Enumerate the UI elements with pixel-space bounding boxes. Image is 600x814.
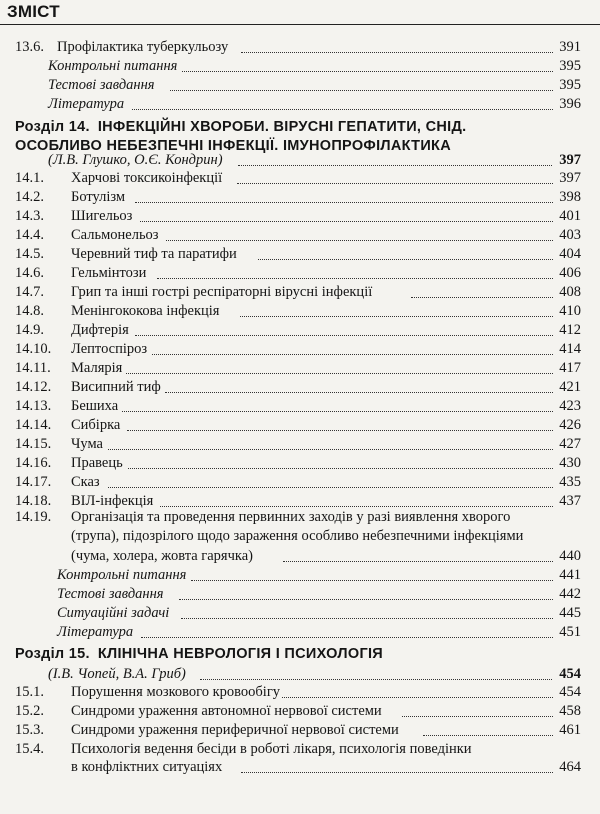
dot-leader <box>200 664 552 680</box>
toc-entry[interactable] <box>0 320 600 340</box>
toc-entry-title: Дифтерія <box>71 322 129 338</box>
dot-leader <box>152 339 553 355</box>
section-title-line: КЛІНІЧНА НЕВРОЛОГІЯ І ПСИХОЛОГІЯ <box>97 646 384 662</box>
toc-entry-title: Контрольні питання <box>57 567 187 583</box>
toc-entry-page: 395 <box>559 77 581 93</box>
section-authors-row[interactable] <box>0 150 600 170</box>
toc-entry-page: 441 <box>559 567 581 583</box>
toc-entry-title: Контрольні питання <box>48 58 178 74</box>
toc-entry[interactable] <box>0 453 600 473</box>
dot-leader <box>128 453 553 469</box>
toc-entry[interactable] <box>0 244 600 264</box>
section-authors-row[interactable] <box>0 664 600 684</box>
toc-entry-page: 423 <box>559 398 581 414</box>
toc-entry-page: 451 <box>559 624 581 640</box>
dot-leader <box>258 244 553 260</box>
toc-entry[interactable] <box>0 622 600 642</box>
toc-entry-title: Черевний тиф та паратифи <box>71 246 237 262</box>
toc-entry-title: Тестові завдання <box>48 77 155 93</box>
toc-entry-title: ВІЛ-інфекція <box>71 493 154 509</box>
toc-entry-page: 417 <box>559 360 581 376</box>
toc-entry-title: Сальмонельоз <box>71 227 159 243</box>
toc-entry[interactable] <box>0 377 600 397</box>
toc-entry-number: 15.4. <box>15 741 44 757</box>
toc-entry-page: 430 <box>559 455 581 471</box>
toc-entry-page: 401 <box>559 208 581 224</box>
dot-leader <box>181 603 553 619</box>
section-authors: (І.В. Чопей, В.А. Гриб) <box>48 666 186 682</box>
toc-entry-page: 414 <box>559 341 581 357</box>
toc-entry-page: 442 <box>559 586 581 602</box>
toc-entry-title: Гельмінтози <box>71 265 147 281</box>
dot-leader <box>423 720 553 736</box>
toc-entry-title: Грип та інші гострі респіраторні вірусні інфекції <box>71 284 373 300</box>
section-title-line: ІНФЕКЦІЙНІ ХВОРОБИ. ВІРУСНІ ГЕПАТИТИ, СНІД. <box>97 119 467 135</box>
toc-entry-number: 14.4. <box>15 227 44 243</box>
page-title: ЗМІСТ <box>7 2 60 21</box>
toc-entry-page: 454 <box>559 684 581 700</box>
toc-entry-number: 14.14. <box>15 417 52 433</box>
toc-entry-title: Сибірка <box>71 417 121 433</box>
section-title-line: ОСОБЛИВО НЕБЕЗПЕЧНІ ІНФЕКЦІЇ. ІМУНОПРОФІЛАКТИКА <box>15 138 451 154</box>
toc-entry-title: Правець <box>71 455 123 471</box>
toc-entry-page: 391 <box>559 39 581 55</box>
toc-entry-title-line: в конфліктних ситуаціях <box>71 759 223 775</box>
toc-entry[interactable] <box>0 56 600 76</box>
toc-entry-page: 437 <box>559 493 581 509</box>
toc-entry[interactable] <box>0 187 600 207</box>
toc-entry-page: 435 <box>559 474 581 490</box>
dot-leader <box>191 565 553 581</box>
toc-entry-title: Ситуаційні задачі <box>57 605 170 621</box>
toc-entry[interactable] <box>0 225 600 245</box>
toc-entry-title: Профілактика туберкульозу <box>57 39 229 55</box>
toc-entry-number: 14.16. <box>15 455 52 471</box>
dot-leader <box>166 225 553 241</box>
toc-entry-title: Чума <box>71 436 103 452</box>
toc-entry-page: 427 <box>559 436 581 452</box>
toc-entry-number: 14.8. <box>15 303 44 319</box>
toc-entry-title: Бешиха <box>71 398 119 414</box>
toc-entry[interactable] <box>0 565 600 585</box>
toc-entry-number: 15.3. <box>15 722 44 738</box>
dot-leader <box>411 282 553 298</box>
dot-leader <box>108 472 553 488</box>
toc-entry[interactable] <box>0 358 600 378</box>
toc-entry-number: 14.6. <box>15 265 44 281</box>
toc-entry-title: Малярія <box>71 360 123 376</box>
toc-entry-title: Література <box>57 624 134 640</box>
toc-entry[interactable] <box>0 94 600 114</box>
toc-entry-number: 14.17. <box>15 474 52 490</box>
dot-leader <box>135 187 553 203</box>
toc-entry-title: Тестові завдання <box>57 586 164 602</box>
toc-entry-page: 445 <box>559 605 581 621</box>
toc-entry-title: Харчові токсикоінфекції <box>71 170 223 186</box>
toc-entry-number: 14.11. <box>15 360 51 376</box>
header-divider <box>0 24 600 25</box>
toc-entry[interactable] <box>0 603 600 623</box>
toc-entry-title: Ботулізм <box>71 189 126 205</box>
toc-entry-number: 14.2. <box>15 189 44 205</box>
dot-leader <box>157 263 553 279</box>
toc-entry[interactable] <box>0 282 600 302</box>
toc-entry-number: 15.2. <box>15 703 44 719</box>
toc-entry-title: Лептоспіроз <box>71 341 148 357</box>
toc-entry[interactable] <box>0 720 600 740</box>
toc-entry-page: 412 <box>559 322 581 338</box>
toc-entry-title: Синдроми ураження автономної нервової системи <box>71 703 382 719</box>
toc-entry-title: Порушення мозкового кровообігу <box>71 684 281 700</box>
toc-entry-title-line: (трупа), підозрілого щодо зараження особливо небезпечними інфекціями <box>71 528 524 544</box>
dot-leader <box>127 415 553 431</box>
toc-entry[interactable] <box>0 434 600 454</box>
toc-entry-page: 440 <box>559 548 581 564</box>
toc-entry[interactable] <box>0 301 600 321</box>
toc-entry-page: 396 <box>559 96 581 112</box>
toc-entry-number: 14.13. <box>15 398 52 414</box>
toc-entry-title: Висипний тиф <box>71 379 161 395</box>
toc-entry-number: 14.5. <box>15 246 44 262</box>
toc-entry-page: 464 <box>559 759 581 775</box>
toc-entry-number: 14.10. <box>15 341 52 357</box>
dot-leader <box>179 584 553 600</box>
toc-entry-multiline[interactable] <box>0 740 600 780</box>
dot-leader <box>135 320 553 336</box>
toc-entry-number: 14.12. <box>15 379 52 395</box>
toc-entry-page: 397 <box>559 170 581 186</box>
toc-entry-number: 13.6. <box>15 39 44 55</box>
dot-leader <box>141 622 553 638</box>
toc-entry-title: Синдроми ураження периферичної нервової системи <box>71 722 399 738</box>
section-label: Розділ 15. <box>15 646 90 662</box>
toc-entry-number: 14.9. <box>15 322 44 338</box>
toc-entry[interactable] <box>0 206 600 226</box>
toc-entry-title: Література <box>48 96 125 112</box>
toc-entry-title: Шигельоз <box>71 208 133 224</box>
toc-entry-number: 14.19. <box>15 509 52 525</box>
section-authors: (Л.В. Глушко, О.Є. Кондрин) <box>48 152 223 168</box>
toc-entry-title: Менінгококова інфекція <box>71 303 220 319</box>
toc-entry-page: 395 <box>559 58 581 74</box>
dot-leader <box>240 301 553 317</box>
dot-leader <box>122 396 553 412</box>
section-label: Розділ 14. <box>15 119 90 135</box>
dot-leader <box>108 434 553 450</box>
toc-entry[interactable] <box>0 701 600 721</box>
toc-entry-title-line: Психологія ведення бесіди в роботі лікаря, психологія поведінки <box>71 741 472 757</box>
toc-entry[interactable] <box>0 263 600 283</box>
section-heading <box>15 645 585 664</box>
dot-leader <box>165 377 553 393</box>
dot-leader <box>283 546 553 562</box>
toc-entry-page: 421 <box>559 379 581 395</box>
toc-entry-page: 404 <box>559 246 581 262</box>
section-page: 454 <box>559 666 581 682</box>
toc-entry[interactable] <box>0 682 600 702</box>
toc-entry-page: 426 <box>559 417 581 433</box>
dot-leader <box>238 150 552 166</box>
toc-entry-page: 403 <box>559 227 581 243</box>
toc-entry-number: 14.15. <box>15 436 52 452</box>
toc-entry[interactable] <box>0 396 600 416</box>
toc-entry-title-line: Організація та проведення первинних заходів у разі виявлення хворого <box>71 509 511 525</box>
toc-entry-number: 14.18. <box>15 493 52 509</box>
dot-leader <box>132 94 553 110</box>
toc-entry[interactable] <box>0 584 600 604</box>
toc-entry-number: 15.1. <box>15 684 44 700</box>
dot-leader <box>237 168 553 184</box>
dot-leader <box>170 75 553 91</box>
toc-entry-number: 14.1. <box>15 170 44 186</box>
toc-entry[interactable] <box>0 472 600 492</box>
section-page: 397 <box>559 152 581 168</box>
dot-leader <box>241 37 553 53</box>
toc-entry[interactable] <box>0 37 600 57</box>
dot-leader <box>160 491 553 507</box>
toc-entry-page: 398 <box>559 189 581 205</box>
toc-entry[interactable] <box>0 415 600 435</box>
toc-entry-page: 410 <box>559 303 581 319</box>
toc-entry[interactable] <box>0 168 600 188</box>
toc-entry-page: 461 <box>559 722 581 738</box>
dot-leader <box>402 701 553 717</box>
toc-entry-multiline[interactable] <box>0 508 600 568</box>
toc-entry-title: Сказ <box>71 474 100 490</box>
dot-leader <box>282 682 553 698</box>
page-header <box>0 0 600 28</box>
dot-leader <box>182 56 553 72</box>
toc-entry-last-line <box>0 546 600 566</box>
dot-leader <box>241 757 553 773</box>
toc-entry-page: 406 <box>559 265 581 281</box>
dot-leader <box>126 358 553 374</box>
toc-entry[interactable] <box>0 75 600 95</box>
toc-entry-page: 408 <box>559 284 581 300</box>
toc-entry-page: 458 <box>559 703 581 719</box>
toc-entry-last-line <box>0 757 600 777</box>
toc-entry[interactable] <box>0 339 600 359</box>
toc-entry-number: 14.7. <box>15 284 44 300</box>
toc-entry-title-line: (чума, холера, жовта гарячка) <box>71 548 253 564</box>
dot-leader <box>140 206 553 222</box>
toc-entry-number: 14.3. <box>15 208 44 224</box>
